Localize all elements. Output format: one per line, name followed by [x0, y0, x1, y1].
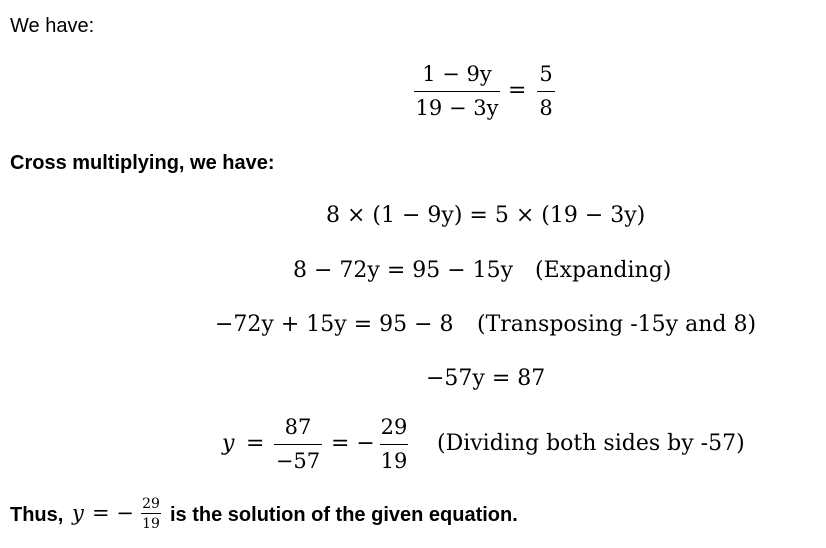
cross-multiply-heading: Cross multiplying, we have: — [10, 152, 275, 174]
step5-frac2-numerator: 29 — [380, 415, 408, 439]
equals-sign: = — [508, 78, 527, 103]
step3-note: (Transposing -15y and 8) — [477, 312, 757, 337]
lhs-fraction-bar — [414, 91, 500, 92]
step5-note: (Dividing both sides by -57) — [437, 431, 745, 456]
intro-text: We have: — [10, 15, 95, 37]
conclusion-suffix: is the solution of the given equation. — [170, 504, 518, 526]
step5-equals-1: = — [246, 431, 265, 456]
step2-note: (Expanding) — [535, 258, 672, 283]
lhs-numerator: 1 − 9y — [422, 62, 492, 86]
step3-equation: −72y + 15y = 95 − 8 — [215, 312, 454, 337]
step5-frac1-numerator: 87 — [284, 415, 312, 439]
step2-equation: 8 − 72y = 95 − 15y — [293, 258, 514, 283]
rhs-fraction-bar — [537, 91, 555, 92]
step4-equation: −57y = 87 — [426, 366, 546, 391]
step5-frac2-denominator: 19 — [380, 449, 408, 473]
conclusion-frac-numerator: 29 — [142, 496, 160, 512]
step5-frac1-bar — [274, 444, 322, 445]
step5-lhs: y — [222, 431, 235, 456]
rhs-denominator: 8 — [539, 96, 553, 120]
conclusion-prefix: Thus, — [10, 504, 64, 526]
step5-frac1-denominator: −57 — [275, 449, 321, 473]
step5-frac2-bar — [380, 444, 408, 445]
conclusion-variable: y — [72, 501, 84, 525]
lhs-denominator: 19 − 3y — [415, 96, 499, 120]
conclusion-frac-denominator: 19 — [142, 516, 160, 532]
step1-equation: 8 × (1 − 9y) = 5 × (19 − 3y) — [326, 203, 646, 228]
step5-equals-2: = − — [331, 431, 375, 456]
conclusion-frac-bar — [141, 513, 161, 514]
rhs-numerator: 5 — [539, 62, 553, 86]
conclusion-equals: = − — [92, 501, 134, 525]
